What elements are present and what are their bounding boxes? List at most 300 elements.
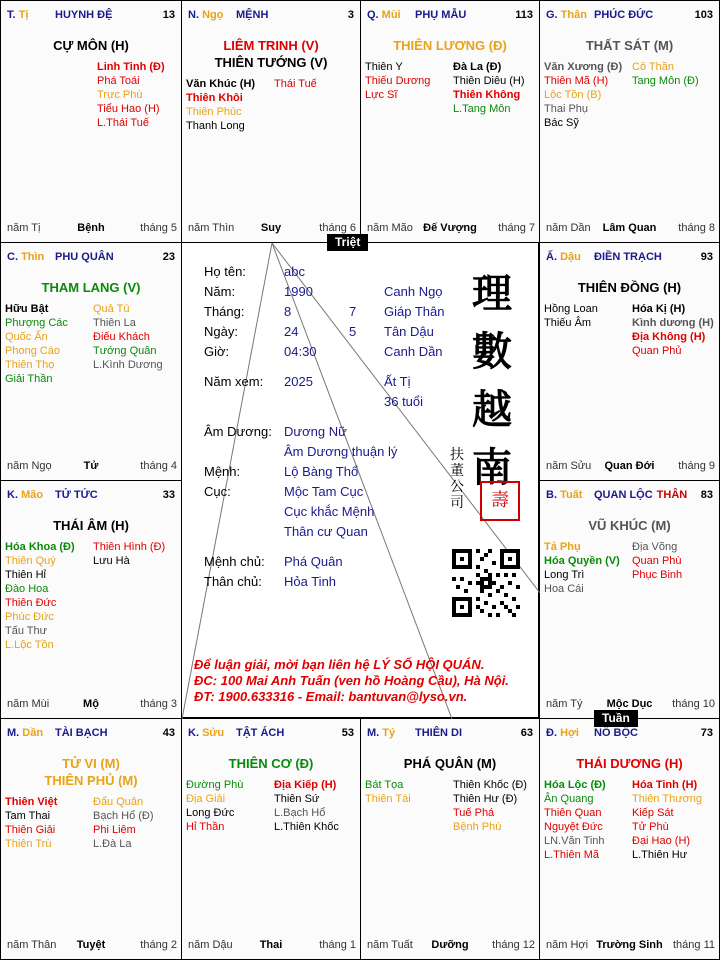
red-seal: 壽 [480,481,520,521]
minor-star: Trực Phù [97,89,143,101]
palace-cell[interactable] [0,0,182,243]
palace-can-chi [7,251,44,263]
palace-chi: Tuất [560,489,583,501]
minor-star: Thiên Tài [365,793,411,805]
minor-stars-right [93,302,163,372]
palace-can-chi [546,9,587,21]
main-star: THÁI DƯƠNG (H) [576,756,683,771]
palace-can-chi [7,727,43,739]
palace-name: TẬT ÁCH [236,727,285,739]
palace-cell[interactable] [181,718,361,960]
minor-star: Hóa Khoa (Đ) [5,541,75,553]
qr-module [476,565,480,569]
minor-star: Tang Môn (Đ) [632,75,699,87]
palace-cell[interactable] [539,480,720,719]
minor-star: LN.Văn Tinh [544,835,605,847]
minor-star: Quan Phủ [632,345,682,357]
minor-star: Đường Phù [186,779,244,791]
palace-chi: Dậu [560,251,581,263]
palace-month: tháng 2 [140,939,177,951]
value-cuc-relation: Cục khắc Mệnh [284,504,375,519]
palace-chi: Hợi [560,727,579,739]
minor-star: Thái Tuế [274,78,317,90]
palace-year: năm Sửu [546,460,592,472]
palace-can-chi [188,727,224,739]
minor-stars-right [632,778,702,862]
qr-module [476,573,480,577]
qr-module [500,585,504,589]
palace-number: 43 [162,727,175,739]
calligraphy-char: 南 [472,444,512,491]
palace-stage: Quan Đới [604,460,655,472]
minor-star: Hóa Kị (H) [632,303,686,315]
palace-can: M. [7,727,23,739]
minor-star: Thiên Trù [5,838,52,850]
calligraphy-char: 理 [472,270,512,317]
minor-star: L.Lộc Tồn [5,639,54,651]
palace-month: tháng 9 [678,460,715,472]
minor-star: Long Trì [544,569,585,581]
minor-stars-right [93,540,165,568]
palace-cell[interactable] [0,718,182,960]
palace-can: K. [188,727,203,739]
value-name: abc [284,264,305,279]
minor-star: Quốc Ấn [5,331,48,343]
qr-module [460,605,464,609]
minor-star: Văn Khúc (H) [186,78,256,90]
palace-month: tháng 5 [140,222,177,234]
palace-month: tháng 11 [672,939,715,951]
minor-star: Thiên Hỉ [5,569,46,581]
palace-stage: Mộc Dục [606,698,653,710]
palace-name: TÀI BẠCH [55,727,108,739]
palace-chi: Thìn [21,251,45,263]
minor-star: Thiên Không [453,89,521,101]
minor-star: Phúc Đức [5,611,54,623]
minor-stars-left [5,302,68,386]
qr-module [512,613,516,617]
minor-star: L.Kình Dương [93,359,163,371]
minor-star: Hữu Bật [5,303,49,315]
main-star: VŨ KHÚC (M) [588,518,671,533]
palace-name: QUAN LỘC THÂN [594,489,688,501]
palace-cell[interactable] [539,242,720,481]
label-view-year: Năm xem: [204,374,264,389]
qr-code-icon [452,549,520,617]
side-char: 董 [450,463,464,479]
main-star: THIÊN CƠ (Đ) [228,756,314,771]
minor-stars-left [186,77,255,133]
palace-number: 73 [700,727,713,739]
qr-module [476,549,480,553]
palace-month: tháng 1 [319,939,356,951]
qr-module [480,557,484,561]
palace-name: PHÚC ĐỨC [594,9,654,21]
palace-can: K. [7,489,22,501]
label-cuc: Cục: [204,484,231,499]
minor-star: Bệnh Phù [453,821,502,833]
label-month: Tháng: [204,304,245,319]
qr-module [500,601,504,605]
center-info-panel [181,242,539,718]
minor-star: Long Đức [186,807,235,819]
qr-module [460,577,464,581]
value-month-lunar: 7 [349,304,357,319]
palace-can: Đ. [546,727,561,739]
palace-number: 23 [162,251,175,263]
palace-cell[interactable] [360,0,540,243]
minor-star: Hóa Tinh (H) [632,779,698,791]
qr-module [456,585,460,589]
minor-stars-left [97,60,165,130]
palace-name: TỬ TỨC [55,489,98,501]
minor-star: Thiếu Dương [365,75,431,87]
minor-star: Hồng Loan [544,303,598,315]
palace-year: năm Mão [367,222,413,234]
palace-year: năm Dậu [188,939,233,951]
minor-star: Lực Sĩ [365,89,398,101]
palace-name: HUYNH ĐỆ [55,9,113,21]
palace-number: 3 [347,9,354,21]
main-star: THAM LANG (V) [41,280,141,295]
palace-can: T. [7,9,19,21]
main-star: THIÊN PHỦ (M) [44,773,138,788]
minor-star: Địa Không (H) [632,331,706,343]
minor-stars-left [186,778,243,834]
palace-chi: Tị [18,9,29,21]
minor-stars-left [544,60,622,130]
qr-module [504,593,508,597]
minor-star: Phá Toái [97,75,140,87]
value-month-canchi: Giáp Thân [384,304,445,319]
palace-can-chi [367,727,395,739]
minor-star: Ân Quang [544,793,594,805]
palace-year: năm Thìn [188,222,235,234]
palace-year: năm Tuất [367,939,413,951]
minor-star: Tấu Thư [5,625,48,637]
palace-can-chi [546,489,582,501]
palace-number: 53 [341,727,354,739]
qr-module [480,609,484,613]
minor-stars-right [274,778,339,834]
minor-star: Quan Phù [632,555,682,567]
palace-chi: Sửu [202,727,225,739]
qr-module [492,581,496,585]
minor-star: L.Thiên Khốc [274,821,339,833]
minor-star: Thiên Khốc (Đ) [453,779,527,791]
value-view-canchi: Ất Tị [384,374,411,389]
qr-module [492,605,496,609]
minor-star: Tử Phù [632,821,669,833]
qr-module [468,581,472,585]
qr-module [480,589,484,593]
minor-star: Phong Cáo [5,345,61,357]
palace-chi: Thân [560,9,587,21]
minor-stars-left [365,60,430,102]
qr-module [496,613,500,617]
minor-stars-left [5,795,57,851]
minor-star: Thiên Việt [5,796,58,808]
contact-line: ĐC: 100 Mai Anh Tuấn (ven hồ Hoàng Cầu), Hà Nội. [194,673,509,688]
calligraphy-char: 越 [472,386,512,433]
minor-star: Kình dương (H) [632,317,714,329]
qr-module [452,577,456,581]
palace-stage: Đế Vượng [423,222,477,234]
qr-module [508,581,512,585]
palace-month: tháng 3 [140,698,177,710]
minor-stars-right [274,77,317,91]
value-hour: 04:30 [284,344,317,359]
qr-module [488,613,492,617]
value-hour-canchi: Canh Dần [384,344,443,359]
value-day-lunar: 5 [349,324,357,339]
minor-star: Thiếu Âm [544,317,592,329]
calligraphy-char: 數 [472,328,512,375]
palace-number: 113 [515,9,533,21]
value-menh: Lộ Bàng Thổ [284,464,359,479]
minor-star: Thiên Phúc [186,106,242,118]
value-view-year: 2025 [284,374,313,389]
minor-star: Lưu Hà [93,555,130,567]
minor-star: L.Đà La [93,838,132,850]
palace-number: 93 [700,251,713,263]
minor-star: Thiên Thọ [5,359,55,371]
minor-star: Đào Hoa [5,583,49,595]
palace-name: THIÊN DI [415,727,463,739]
palace-cell[interactable] [0,480,182,719]
minor-star: L.Tang Môn [453,103,511,115]
minor-star: Đại Hao (H) [632,835,691,847]
palace-year: năm Ngọ [7,460,52,472]
minor-stars-right [632,302,714,358]
qr-module [504,605,508,609]
calligraphy-side-text [450,447,464,511]
minor-stars-right [453,60,525,116]
minor-star: Hóa Quyền (V) [544,555,620,567]
main-star: THẤT SÁT (M) [585,38,674,53]
tuan-marker: Tuần [594,710,638,727]
palace-number: 13 [162,9,175,21]
minor-stars-left [5,540,75,652]
minor-star: Bát Tọa [365,779,404,791]
palace-can-chi [188,9,223,21]
palace-number: 63 [520,727,533,739]
minor-star: Tướng Quân [93,345,157,357]
minor-stars-left [544,302,598,330]
qr-module [484,569,488,573]
label-year: Năm: [204,284,236,299]
main-star: THIÊN ĐỒNG (H) [577,280,682,295]
qr-module [512,597,516,601]
minor-star: Thiên Đức [5,597,57,609]
palace-can: B. [546,489,561,501]
minor-star: Hỉ Thần [186,821,225,833]
qr-module [488,593,492,597]
minor-star: Phục Binh [632,569,683,581]
label-hour: Giờ: [204,344,230,359]
side-char: 扶 [450,447,464,463]
main-star: THIÊN LƯƠNG (Đ) [393,38,507,53]
label-menh: Mệnh: [204,464,241,479]
palace-number: 103 [694,9,713,21]
minor-stars-left [544,540,620,596]
main-star: PHÁ QUÂN (M) [403,756,497,771]
palace-name: MỆNH [236,9,269,21]
minor-stars-right [453,778,527,834]
value-day-canchi: Tân Dậu [384,324,434,339]
minor-star: Nguyệt Đức [544,821,603,833]
palace-stage: Dưỡng [431,939,469,951]
main-star: THIÊN TƯỚNG (V) [214,55,328,70]
palace-year: năm Dần [546,222,591,234]
value-day: 24 [284,324,299,339]
minor-stars-right [632,540,682,582]
palace-can-chi [546,251,581,263]
palace-chi: Mùi [381,9,401,21]
palace-can: Q. [367,9,382,21]
qr-module [508,557,512,561]
minor-stars-right [632,60,699,88]
minor-star: Địa Giải [186,793,226,805]
palace-cell[interactable] [360,718,540,960]
qr-module [460,557,464,561]
label-amduong: Âm Dương: [204,424,272,439]
palace-month: tháng 6 [319,222,356,234]
palace-year: năm Tý [546,698,583,710]
minor-star: L.Thiên Mã [544,849,600,861]
minor-star: Tuế Phá [453,807,495,819]
minor-star: Cô Thần [632,61,674,73]
palace-chi: Ngọ [202,9,224,21]
minor-star: Kiếp Sát [632,807,674,819]
palace-name: PHỤ MẪU [415,9,467,21]
label-menh-chu: Mệnh chủ: [204,554,265,569]
minor-stars-left [544,778,606,862]
palace-chi: Mão [21,489,44,501]
palace-can: M. [367,727,383,739]
palace-stage: Tử [83,460,99,472]
minor-star: Văn Xương (Đ) [544,61,623,73]
palace-can-chi [7,9,28,21]
qr-module [488,573,492,577]
palace-can-chi [546,727,579,739]
minor-star: Thiên La [93,317,136,329]
palace-stage: Thai [259,939,283,951]
minor-star: Thiên Y [365,61,403,73]
palace-can-chi [7,489,43,501]
qr-module [484,553,488,557]
minor-star: Giải Thần [5,373,53,385]
palace-stage: Lâm Quan [602,222,657,234]
minor-star: Tam Thai [5,810,51,822]
palace-stage: Tuyệt [76,939,106,951]
value-year: 1990 [284,284,313,299]
palace-cell[interactable] [539,0,720,243]
minor-star: Địa Võng [632,541,678,553]
value-than-chu: Hỏa Tinh [284,574,337,589]
qr-module [488,549,492,553]
value-month: 8 [284,304,292,319]
palace-month: tháng 10 [672,698,715,710]
minor-star: Thiên Quý [5,555,56,567]
minor-star: Thiên Thương [632,793,703,805]
palace-stage: Suy [260,222,282,234]
triet-marker: Triệt [327,234,368,251]
than-marker: THÂN [656,489,688,501]
minor-star: Thanh Long [186,120,245,132]
qr-module [476,597,480,601]
value-menh-chu: Phá Quân [284,554,343,569]
palace-can: N. [188,9,203,21]
side-char: 司 [450,495,464,511]
qr-module [496,589,500,593]
minor-star: Địa Kiếp (H) [274,779,337,791]
minor-star: Bác Sỹ [544,117,579,129]
qr-module [484,601,488,605]
contact-line: Để luận giải, mời bạn liên hệ LÝ SỐ HỘI QUÁN. [194,657,485,672]
palace-stage: Trường Sinh [596,939,663,951]
palace-can: Ấ. [546,251,561,263]
minor-star: Hóa Lộc (Đ) [544,779,606,791]
palace-can-chi [367,9,401,21]
palace-cell[interactable] [0,242,182,481]
palace-can: G. [546,9,561,21]
minor-star: Hoa Cái [544,583,584,595]
main-star: LIÊM TRINH (V) [223,38,319,53]
label-name: Họ tên: [204,264,246,279]
minor-star: Thiên Hư (Đ) [453,793,518,805]
qr-module [516,605,520,609]
minor-star: Tiểu Hao (H) [97,103,160,115]
palace-cell[interactable] [539,718,720,960]
main-star: THÁI ÂM (H) [53,518,129,533]
label-than-chu: Thân chủ: [204,574,262,589]
qr-module [492,561,496,565]
minor-star: Điếu Khách [93,331,150,343]
label-day: Ngày: [204,324,238,339]
minor-star: Lộc Tồn (B) [544,89,602,101]
palace-number: 83 [700,489,713,501]
minor-star: Bạch Hổ (Đ) [93,810,154,822]
minor-star: Thiên Quan [544,807,602,819]
minor-star: Thiên Sứ [274,793,320,805]
minor-star: Thiên Khôi [186,92,243,104]
palace-month: tháng 7 [498,222,535,234]
minor-star: Phi Liêm [93,824,136,836]
qr-module [464,589,468,593]
minor-stars-left [365,778,411,806]
minor-star: Phượng Các [5,317,68,329]
palace-month: tháng 8 [678,222,715,234]
value-amduong: Dương Nữ [284,424,347,439]
contact-line: ĐT: 1900.633316 - Email: bantuvan@lyso.vn. [194,689,468,704]
value-cuc: Mộc Tam Cục [284,484,364,499]
minor-star: Thiên Mã (H) [544,75,609,87]
qr-module [508,609,512,613]
palace-name: ĐIỀN TRẠCH [594,251,662,263]
side-char: 公 [450,479,464,495]
minor-star: Thai Phụ [544,103,589,115]
qr-module [484,581,488,585]
minor-star: Đẩu Quân [93,796,144,808]
qr-module [496,573,500,577]
palace-chi: Tý [382,727,396,739]
minor-star: L.Thái Tuế [97,117,149,129]
minor-star: Thiên Hình (Đ) [93,541,166,553]
palace-cell[interactable] [181,0,361,243]
main-star: CỰ MÔN (H) [53,38,129,53]
minor-star: Đà La (Đ) [453,61,502,73]
